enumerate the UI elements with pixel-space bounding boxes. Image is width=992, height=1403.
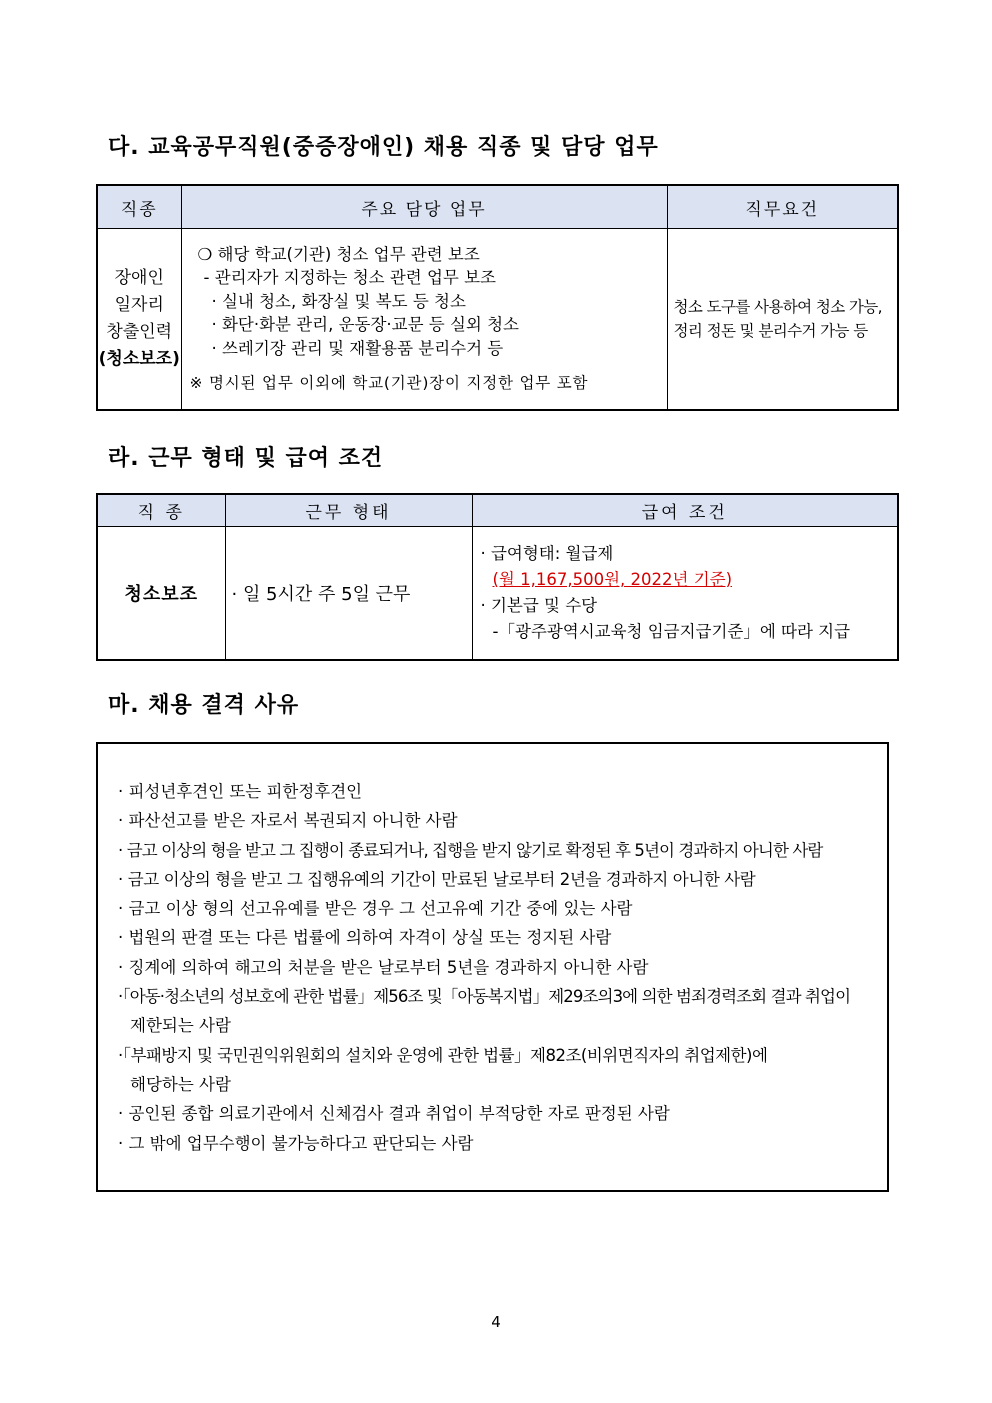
salary-line: -「광주광역시교육청 임금지급기준」에 따라 지급 xyxy=(492,622,851,641)
requirement-line: 정리 정돈 및 분리수거 가능 등 xyxy=(673,322,868,340)
list-item: · 법원의 판결 또는 다른 법률에 의하여 자격이 상실 또는 정지된 사람 xyxy=(118,928,612,948)
list-item: · 금고 이상의 형을 받고 그 집행이 종료되거나, 집행을 받지 않기로 확정된 후 5년이 경과하지 아니한 사람 xyxy=(118,840,823,860)
requirements-cell xyxy=(667,229,898,411)
list-item-line: 해당하는 사람 xyxy=(130,1074,231,1094)
salary-line: · 기본급 및 수당 xyxy=(480,596,598,615)
salary-amount-wrap xyxy=(481,567,898,593)
header-duties: 주요 담당 업무 xyxy=(181,185,667,229)
section-ra-heading: 라. 근무 형태 및 급여 조건 xyxy=(108,446,384,471)
duty-line: · 실내 청소, 화장실 및 복도 등 청소 xyxy=(211,291,466,311)
list-item: · 피성년후견인 또는 피한정후견인 xyxy=(118,782,363,801)
list-item xyxy=(118,1041,873,1100)
list-item: · 금고 이상 형의 선고유예를 받은 경우 그 선고유예 기간 중에 있는 사람 xyxy=(118,899,633,919)
header-job: 직종 xyxy=(97,185,181,229)
duty-line: · 쓰레기장 관리 및 재활용품 분리수거 등 xyxy=(211,338,504,358)
table-header-row xyxy=(97,185,898,229)
disqualification-list xyxy=(98,744,887,1158)
job-title-cell xyxy=(97,229,181,411)
header-requirements: 직무요건 xyxy=(667,185,898,229)
work-salary-table xyxy=(96,493,899,661)
job-line-bold: (청소보조) xyxy=(98,349,180,369)
job-line: 일자리 xyxy=(114,295,164,315)
list-item: · 징계에 의하여 해고의 처분을 받은 날로부터 5년을 경과하지 아니한 사람 xyxy=(118,957,649,977)
disqualification-box xyxy=(96,742,889,1192)
list-item: · 그 밖에 업무수행이 불가능하다고 판단되는 사람 xyxy=(118,1133,474,1153)
job-name-cell: 청소보조 xyxy=(97,527,225,661)
duty-note: ※ 명시된 업무 이외에 학교(기관)장이 지정한 업무 포함 xyxy=(189,374,589,392)
job-line: 장애인 xyxy=(114,268,164,288)
duty-line: ❍ 해당 학교(기관) 청소 업무 관련 보조 xyxy=(197,244,480,264)
job-duty-table xyxy=(96,184,899,411)
salary-amount: (월 1,167,500원, 2022년 기준) xyxy=(492,570,733,589)
header-salary: 급여 조건 xyxy=(472,494,898,527)
table-header-row xyxy=(97,494,898,527)
section-ma-heading: 마. 채용 결격 사유 xyxy=(108,693,300,718)
header-job: 직 종 xyxy=(97,494,225,527)
page-number: 4 xyxy=(491,1313,501,1331)
list-item xyxy=(118,982,873,1041)
work-type-cell: · 일 5시간 주 5일 근무 xyxy=(225,527,472,661)
list-item-line: 제한되는 사람 xyxy=(130,1016,231,1036)
job-line: 창출인력 xyxy=(106,322,173,342)
list-item: · 금고 이상의 형을 받고 그 집행유예의 기간이 만료된 날로부터 2년을 경과하지 아니한 사람 xyxy=(118,869,756,889)
salary-line: · 급여형태: 월급제 xyxy=(480,544,614,563)
list-item: · 공인된 종합 의료기관에서 신체검사 결과 취업이 부적당한 자로 판정된 사람 xyxy=(118,1104,670,1124)
list-item-line: ·「아동·청소년의 성보호에 관한 법률」제56조 및「아동복지법」제29조의3에 의한 범죄경력조회 결과 취업이 xyxy=(118,987,851,1007)
list-item-line: ·「부패방지 및 국민권익위원회의 설치와 운영에 관한 법률」제82조(비위면직자의 취업제한)에 xyxy=(118,1045,768,1065)
duties-cell xyxy=(181,229,667,411)
section-da-heading: 다. 교육공무직원(중증장애인) 채용 직종 및 담당 업무 xyxy=(108,135,659,160)
requirement-line: 청소 도구를 사용하여 청소 가능, xyxy=(673,298,882,316)
duty-line: - 관리자가 지정하는 청소 관련 업무 보조 xyxy=(203,268,496,287)
salary-cell xyxy=(472,527,898,661)
duty-line: · 화단·화분 관리, 운동장·교문 등 실외 청소 xyxy=(211,315,519,334)
table-row xyxy=(97,229,898,411)
table-row xyxy=(97,527,898,661)
header-work-type: 근무 형태 xyxy=(225,494,472,527)
list-item: · 파산선고를 받은 자로서 복권되지 아니한 사람 xyxy=(118,811,458,831)
